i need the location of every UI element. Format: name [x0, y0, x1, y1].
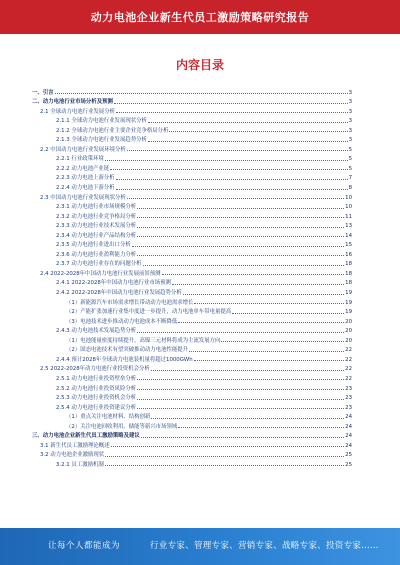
toc-entry[interactable]	[32, 248, 352, 258]
toc-entry[interactable]	[32, 353, 352, 363]
toc-entry-text: （1）电池能量密度持续提升，高镍三元材料将成为主流发展方向	[66, 337, 221, 344]
footer-tags: 行业专家、管理专家、营销专家、战略专家、投资专家……	[150, 541, 379, 551]
toc-entry-text: 2.2.2 动力电池产业链	[56, 165, 110, 172]
toc-entry[interactable]	[32, 420, 352, 430]
toc-entry[interactable]	[32, 306, 352, 316]
toc-entry-text: （2）产能扩张加速行业集中度进一步提升，动力电池单车带电量提高	[66, 309, 232, 316]
toc-entry-text: 2.4.2 2022-2028年中国动力电池行业发展趋势分析	[56, 290, 182, 297]
toc-leader-dots	[148, 121, 348, 123]
toc-leader-dots	[189, 350, 344, 352]
toc-entry-page: 20	[345, 337, 352, 344]
toc-leader-dots	[137, 407, 344, 409]
toc-entry[interactable]	[32, 286, 352, 296]
toc-leader-dots	[132, 245, 344, 247]
toc-leader-dots	[116, 188, 348, 190]
toc-leader-dots	[127, 149, 348, 151]
toc-entry-page: 8	[348, 185, 352, 192]
toc-entry[interactable]	[32, 411, 352, 421]
toc-entry-page: 24	[345, 442, 352, 449]
toc-entry-text: 2.3.5 动力电池行业进出口分析	[56, 242, 131, 249]
toc-entry-text: （3）电池技术进步推动动力电池成本不断降低	[66, 318, 178, 325]
toc-entry-page: 3	[348, 99, 352, 106]
report-title: 动力电池企业新生代员工激励策略研究报告	[90, 11, 310, 24]
toc-entry-page: 24	[345, 433, 352, 440]
toc-entry-text: 2.1.1 全球动力电池行业发展现状分析	[56, 118, 147, 125]
toc-entry-text: 2.3.2 动力电池行业竞争格局分析	[56, 213, 137, 220]
toc-leader-dots	[172, 283, 344, 285]
toc-entry[interactable]	[32, 162, 352, 172]
toc-entry-page: 11	[345, 213, 352, 220]
toc-entry-page: 25	[345, 452, 352, 459]
toc-entry-text: 2.3.1 动力电池行业市场规模分析	[56, 204, 137, 211]
toc-entry[interactable]	[32, 210, 352, 220]
toc-entry[interactable]	[32, 258, 352, 268]
toc-entry[interactable]	[32, 325, 352, 335]
toc-leader-dots	[137, 378, 344, 380]
toc-entry-text: 2.3 中国动力电池行业发展现状分析	[40, 194, 126, 201]
toc-entry-text: （2）固态电池技术有望突破推动动力电池性能提升	[66, 347, 189, 354]
toc-entry[interactable]	[32, 277, 352, 287]
toc-entry[interactable]	[32, 344, 352, 354]
toc-entry-text: 2.4.4 预计2028年全球动力电池装机量将超过1000GWh	[56, 356, 193, 363]
toc-entry[interactable]	[32, 363, 352, 373]
toc-entry[interactable]	[32, 315, 352, 325]
toc-entry-page: 19	[345, 309, 352, 316]
toc-leader-dots	[169, 130, 347, 132]
toc-title: 内容目录	[175, 58, 224, 72]
toc-leader-dots	[232, 312, 344, 314]
toc-entry-page: 25	[345, 461, 352, 468]
toc-entry[interactable]	[32, 458, 352, 468]
toc-entry[interactable]	[32, 201, 352, 211]
toc-entry-page: 19	[345, 290, 352, 297]
toc-entry-text: 2.2.3 动力电池上游分析	[56, 175, 115, 182]
toc-entry[interactable]	[32, 115, 352, 125]
toc-entry[interactable]	[32, 334, 352, 344]
toc-entry[interactable]	[32, 134, 352, 144]
toc-leader-dots	[116, 111, 348, 113]
toc-entry[interactable]	[32, 296, 352, 306]
toc-entry[interactable]	[32, 239, 352, 249]
toc-entry-text: 2.3.3 动力电池行业技术发展分析	[56, 223, 137, 230]
toc-leader-dots	[111, 445, 345, 447]
toc-leader-dots	[178, 321, 344, 323]
toc-leader-dots	[151, 417, 344, 419]
toc-entry[interactable]	[32, 220, 352, 230]
toc-entry-page: 3	[348, 108, 352, 115]
toc-entry[interactable]	[32, 181, 352, 191]
toc-entry-page: 23	[345, 404, 352, 411]
toc-leader-dots	[221, 340, 344, 342]
toc-entry-text: 3.1 新生代员工激励理论概述	[40, 442, 110, 449]
toc-entry[interactable]	[32, 401, 352, 411]
toc-list	[32, 86, 352, 468]
toc-leader-dots	[55, 92, 348, 94]
toc-entry-text: 一、引言	[32, 89, 54, 96]
toc-entry-page: 3	[348, 118, 352, 125]
toc-leader-dots	[127, 197, 344, 199]
toc-entry-text: （1）重点关注电池材料、结构创新	[66, 414, 151, 421]
toc-entry-page: 13	[345, 223, 352, 230]
toc-entry-page: 19	[345, 299, 352, 306]
toc-entry-page: 20	[345, 318, 352, 325]
toc-leader-dots	[183, 293, 344, 295]
toc-entry-page: 15	[345, 242, 352, 249]
toc-entry[interactable]	[32, 153, 352, 163]
toc-entry-text: 2.3.6 动力电池行业盈利能力分析	[56, 251, 137, 258]
toc-entry-text: 2.1.2 全球动力电池行业主要企业竞争格局分析	[56, 127, 169, 134]
toc-leader-dots	[137, 331, 344, 333]
toc-entry-page: 23	[345, 385, 352, 392]
toc-leader-dots	[194, 359, 344, 361]
toc-entry-page: 10	[345, 194, 352, 201]
toc-leader-dots	[137, 207, 344, 209]
toc-leader-dots	[137, 254, 344, 256]
toc-entry-text: 2.5.3 动力电池行业投资机会分析	[56, 395, 137, 402]
report-header	[0, 0, 400, 34]
toc-entry-page: 7	[348, 175, 352, 182]
toc-entry-page: 10	[345, 204, 352, 211]
toc-entry-page: 18	[345, 261, 352, 268]
toc-entry-page: 22	[345, 347, 352, 354]
toc-leader-dots	[194, 302, 344, 304]
toc-leader-dots	[162, 273, 345, 275]
footer-banner	[0, 528, 400, 565]
toc-entry-text: 3.2 动力电池企业激励现状	[40, 452, 105, 459]
footer-slogan: 让每个人都能成为	[48, 541, 121, 551]
toc-leader-dots	[114, 102, 348, 104]
toc-entry[interactable]	[32, 172, 352, 182]
toc-entry-text: 2.5.2 动力电池行业投资风险分析	[56, 385, 137, 392]
toc-entry-page: 22	[345, 375, 352, 382]
toc-entry[interactable]	[32, 143, 352, 153]
toc-entry-page: 20	[345, 328, 352, 335]
toc-entry-page: 22	[345, 356, 352, 363]
toc-entry-page: 3	[348, 89, 352, 96]
toc-entry[interactable]	[32, 449, 352, 459]
toc-entry-text: 2.4.3 动力电池技术发展趋势分析	[56, 328, 137, 335]
toc-entry[interactable]	[32, 430, 352, 440]
toc-entry-text: 2.4.1 2022-2028年中国动力电池行业市场预测	[56, 280, 171, 287]
toc-entry-page: 18	[345, 280, 352, 287]
toc-entry-page: 23	[345, 395, 352, 402]
toc-entry-text: 2.5.4 动力电池行业投资建议分析	[56, 404, 137, 411]
toc-entry[interactable]	[32, 124, 352, 134]
toc-entry-text: 二、动力电池行业市场分析及预测	[32, 99, 113, 106]
toc-entry[interactable]	[32, 105, 352, 115]
toc-leader-dots	[137, 398, 344, 400]
toc-leader-dots	[137, 388, 344, 390]
toc-entry[interactable]	[32, 382, 352, 392]
toc-page	[0, 34, 400, 528]
toc-leader-dots	[137, 235, 344, 237]
toc-entry[interactable]	[32, 191, 352, 201]
toc-entry-text: 2.2.1 行业政策环境	[56, 156, 104, 163]
toc-entry-text: 2.1 全球动力电池行业发展分析	[40, 108, 115, 115]
toc-entry-text: 2.2.4 动力电池下游分析	[56, 185, 115, 192]
toc-leader-dots	[105, 455, 344, 457]
toc-leader-dots	[110, 168, 347, 170]
toc-leader-dots	[178, 426, 344, 428]
toc-entry-page: 24	[345, 423, 352, 430]
toc-leader-dots	[116, 178, 348, 180]
toc-entry-text: 2.3.7 动力电池行业存在的问题分析	[56, 261, 142, 268]
toc-entry-page: 16	[345, 251, 352, 258]
toc-leader-dots	[105, 464, 344, 466]
toc-entry[interactable]	[32, 439, 352, 449]
toc-entry-page: 5	[348, 165, 352, 172]
toc-entry-text: 2.3.4 动力电池行业产品结构分析	[56, 232, 137, 239]
toc-entry-text: 2.5.1 动力电池行业投资壁垒分析	[56, 375, 137, 382]
toc-leader-dots	[141, 436, 344, 438]
toc-entry-text: 2.4 2022-2028年中国动力电池行业发展前景预测	[40, 270, 161, 277]
toc-leader-dots	[151, 369, 344, 371]
toc-entry-text: 2.2 中国动力电池行业发展环境分析	[40, 146, 126, 153]
toc-leader-dots	[143, 264, 345, 266]
toc-entry-text: 三、动力电池企业新生代员工激励策略及建议	[32, 433, 140, 440]
toc-entry[interactable]	[32, 96, 352, 106]
toc-entry-page: 22	[345, 366, 352, 373]
toc-entry[interactable]	[32, 267, 352, 277]
toc-entry[interactable]	[32, 372, 352, 382]
toc-leader-dots	[105, 159, 348, 161]
toc-entry-text: 2.5 2022-2028年动力电池行业投资机会分析	[40, 366, 150, 373]
toc-entry[interactable]	[32, 392, 352, 402]
toc-leader-dots	[148, 140, 348, 142]
toc-entry-page: 5	[348, 146, 352, 153]
toc-leader-dots	[137, 226, 344, 228]
toc-entry-text: （1）新能源汽车市场需求增长带动动力电池需求增长	[66, 299, 194, 306]
toc-entry-page: 3	[348, 137, 352, 144]
toc-entry-text: 2.1.3 全球动力电池行业发展趋势分析	[56, 137, 147, 144]
toc-entry[interactable]	[32, 86, 352, 96]
toc-entry-page: 5	[348, 156, 352, 163]
toc-entry-page: 14	[345, 232, 352, 239]
toc-entry-page: 18	[345, 270, 352, 277]
toc-leader-dots	[137, 216, 344, 218]
toc-entry-page: 24	[345, 414, 352, 421]
toc-entry-text: 3.2.1 员工激励机制	[56, 461, 104, 468]
toc-entry[interactable]	[32, 229, 352, 239]
toc-entry-page: 3	[348, 127, 352, 134]
toc-entry-text: （2）关注电池回收利用、储能等新兴市场领域	[66, 423, 178, 430]
